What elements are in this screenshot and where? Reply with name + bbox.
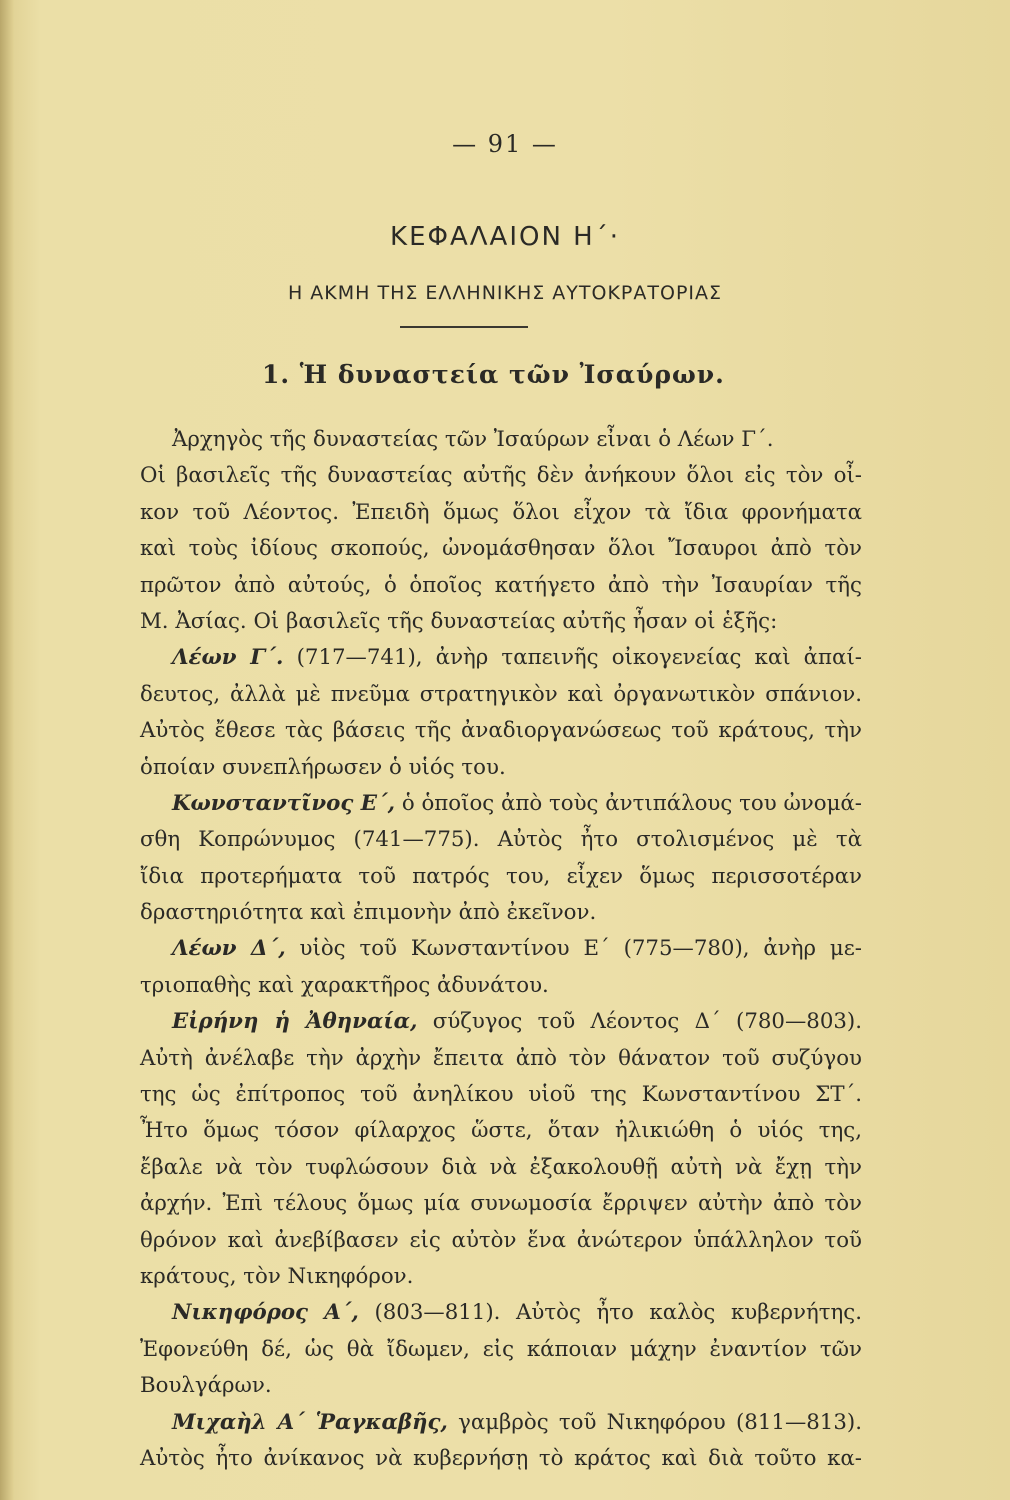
text-line xyxy=(140,422,862,458)
line-text: Ἐφονεύθη δέ, ὡς θὰ ἴδωμεν, εἰς κάποιαν μάχην ἐναντίον τῶν xyxy=(140,1336,862,1362)
line-text: Αὐτὸς ἦτο ἀνίκανος νὰ κυβερνήσῃ τὸ κράτος καὶ διὰ τοῦτο κα- xyxy=(140,1445,862,1471)
line-text: σύζυγος τοῦ Λέοντος Δ΄ (780—803). xyxy=(417,1009,862,1035)
title-divider xyxy=(400,326,528,328)
line-text: της ὡς ἐπίτροπος τοῦ ἀνηλίκου υἱοῦ της Κωνσταντίνου ΣΤ΄. xyxy=(140,1082,862,1108)
line-text: καὶ τοὺς ἰδίους σκοπούς, ὠνομάσθησαν ὅλοι Ἴσαυροι ἀπὸ τὸν xyxy=(140,536,862,562)
line-text: ὁποίαν συνεπλήρωσεν ὁ υἱός του. xyxy=(140,754,506,780)
text-line xyxy=(140,1186,862,1222)
chapter-title: ΚΕΦΑΛΑΙΟΝ Η΄· xyxy=(390,222,620,252)
page-number: — 91 — xyxy=(452,130,558,158)
text-line xyxy=(140,931,862,967)
text-line xyxy=(140,1332,862,1368)
text-line xyxy=(140,968,862,1004)
text-line xyxy=(140,713,862,749)
text-line xyxy=(140,1441,862,1477)
text-line xyxy=(140,750,862,786)
line-text: δραστηριότητα καὶ ἐπιμονὴν ἀπὸ ἐκεῖνον. xyxy=(140,900,597,926)
section-heading: 1. Ἡ δυναστεία τῶν Ἰσαύρων. xyxy=(262,360,725,389)
ruler-name: Κωνσταντῖνος Ε΄, xyxy=(172,790,396,816)
line-text: τριοπαθὴς καὶ χαρακτῆρος ἀδυνάτου. xyxy=(140,972,549,998)
line-text: Αὐτὴ ἀνέλαβε τὴν ἀρχὴν ἔπειτα ἀπὸ τὸν θάνατον τοῦ συζύγου xyxy=(140,1045,862,1071)
chapter-subtitle: Η ΑΚΜΗ ΤΗΣ ΕΛΛΗΝΙΚΗΣ ΑΥΤΟΚΡΑΤΟΡΙΑΣ xyxy=(287,282,723,304)
line-text: Ἀρχηγὸς τῆς δυναστείας τῶν Ἰσαύρων εἶναι ὁ Λέων Γ΄. xyxy=(172,427,774,452)
text-line xyxy=(140,568,862,604)
text-line xyxy=(140,1113,862,1149)
text-line xyxy=(140,604,862,640)
line-text: ἴδια προτερήματα τοῦ πατρός του, εἶχεν ὅμως περισσοτέραν xyxy=(140,863,862,889)
line-text: θρόνον καὶ ἀνεβίβασεν εἰς αὐτὸν ἕνα ἀνώτερον ὑπάλληλον τοῦ xyxy=(140,1227,862,1253)
line-text: γαμβρὸς τοῦ Νικηφόρου (811—813). xyxy=(447,1409,862,1435)
text-line xyxy=(140,1077,862,1113)
line-text: ἔβαλε νὰ τὸν τυφλώσουν διὰ νὰ ἐξακολουθῇ αὐτὴ νὰ ἔχῃ τὴν xyxy=(140,1154,862,1180)
text-line xyxy=(140,1295,862,1331)
text-line xyxy=(140,859,862,895)
line-text: κον τοῦ Λέοντος. Ἐπειδὴ ὅμως ὅλοι εἶχον τὰ ἴδια φρονήματα xyxy=(140,499,862,525)
text-line xyxy=(140,786,862,822)
line-text: Ἦτο ὅμως τόσον φίλαρχος ὥστε, ὅταν ἠλικιώθη ὁ υἱός της, xyxy=(140,1118,862,1144)
text-line xyxy=(140,458,862,494)
text-line xyxy=(140,895,862,931)
line-text: σθη Κοπρώνυμος (741—775). Αὐτὸς ἦτο στολισμένος μὲ τὰ xyxy=(140,827,862,853)
text-line xyxy=(140,1368,862,1404)
line-text: (803—811). Αὐτὸς ἦτο καλὸς κυβερνήτης. xyxy=(358,1300,863,1326)
ruler-name: Νικηφόρος Α΄, xyxy=(172,1300,359,1326)
text-line xyxy=(140,640,862,676)
text-line xyxy=(140,1004,862,1040)
line-text: Οἱ βασιλεῖς τῆς δυναστείας αὐτῆς δὲν ἀνήκουν ὅλοι εἰς τὸν οἶ- xyxy=(140,463,862,489)
body-text xyxy=(140,422,862,1477)
line-text: Βουλγάρων. xyxy=(140,1373,272,1399)
text-line xyxy=(140,1259,862,1295)
ruler-name: Λέων Δ΄, xyxy=(172,936,286,962)
line-text: δευτος, ἀλλὰ μὲ πνεῦμα στρατηγικὸν καὶ ὀργανωτικὸν σπάνιον. xyxy=(140,681,862,707)
text-line xyxy=(140,1041,862,1077)
text-line xyxy=(140,822,862,858)
line-text: πρῶτον ἀπὸ αὐτούς, ὁ ὁποῖος κατήγετο ἀπὸ τὴν Ἰσαυρίαν τῆς xyxy=(140,572,862,598)
ruler-name: Μιχαὴλ Α΄ Ῥαγκαβῆς, xyxy=(172,1409,448,1435)
line-text: ὁ ὁποῖος ἀπὸ τοὺς ἀντιπάλους του ὠνομά- xyxy=(395,790,862,816)
line-text: υἱὸς τοῦ Κωνσταντίνου Ε΄ (775—780), ἀνὴρ με- xyxy=(285,936,862,962)
text-line xyxy=(140,1405,862,1441)
text-line xyxy=(140,495,862,531)
text-line xyxy=(140,1223,862,1259)
ruler-name: Λέων Γ΄. xyxy=(172,645,284,671)
line-text: (717—741), ἀνὴρ ταπεινῆς οἰκογενείας καὶ ἀπαί- xyxy=(283,645,862,671)
line-text: Αὐτὸς ἔθεσε τὰς βάσεις τῆς ἀναδιοργανώσεως τοῦ κράτους, τὴν xyxy=(140,718,862,744)
ruler-name: Εἰρήνη ἡ Ἀθηναία, xyxy=(172,1009,418,1035)
text-line xyxy=(140,677,862,713)
line-text: Μ. Ἀσίας. Οἱ βασιλεῖς τῆς δυναστείας αὐτῆς ἦσαν οἱ ἑξῆς: xyxy=(140,608,778,634)
line-text: ἀρχήν. Ἐπὶ τέλους ὅμως μία συνωμοσία ἔρριψεν αὐτὴν ἀπὸ τὸν xyxy=(140,1191,862,1217)
text-line xyxy=(140,1150,862,1186)
text-line xyxy=(140,531,862,567)
line-text: κράτους, τὸν Νικηφόρον. xyxy=(140,1263,414,1289)
